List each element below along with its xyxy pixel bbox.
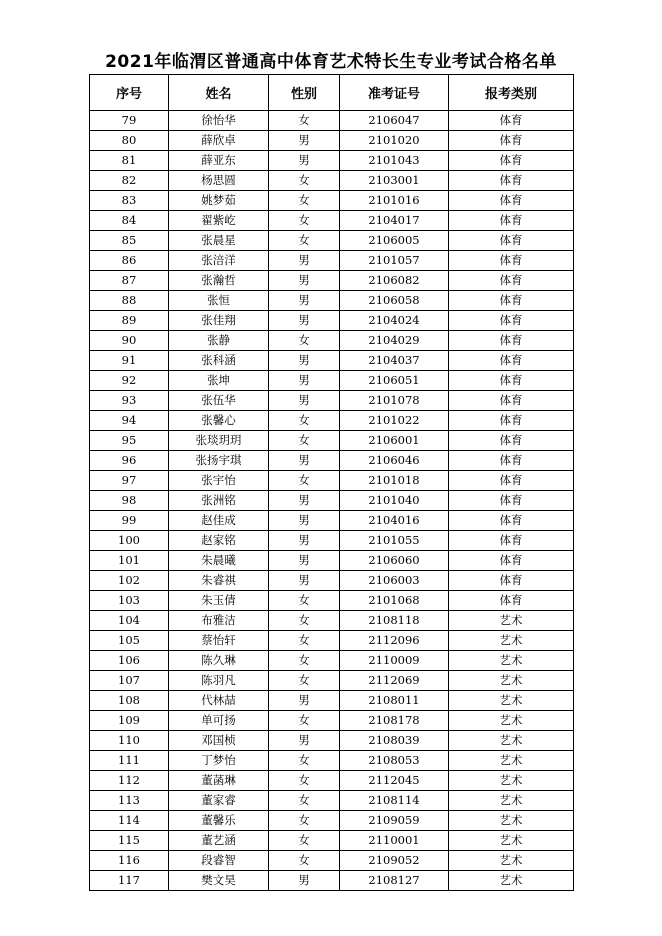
gender-cell: 男 [269, 151, 340, 171]
gender-cell: 女 [269, 191, 340, 211]
exam-id-cell: 2103001 [340, 171, 449, 191]
gender-cell: 女 [269, 791, 340, 811]
category-cell: 艺术 [449, 671, 574, 691]
name-cell: 赵家铭 [169, 531, 269, 551]
seq-cell: 88 [90, 291, 169, 311]
table-row [90, 411, 574, 431]
seq-cell: 85 [90, 231, 169, 251]
table-row [90, 391, 574, 411]
table-row [90, 231, 574, 251]
exam-id-cell: 2101040 [340, 491, 449, 511]
table-body [90, 111, 574, 891]
seq-cell: 87 [90, 271, 169, 291]
seq-cell: 111 [90, 751, 169, 771]
seq-cell: 112 [90, 771, 169, 791]
exam-id-cell: 2106047 [340, 111, 449, 131]
name-cell: 赵佳成 [169, 511, 269, 531]
table-row [90, 731, 574, 751]
gender-cell: 男 [269, 371, 340, 391]
exam-id-cell: 2106058 [340, 291, 449, 311]
exam-id-cell: 2108118 [340, 611, 449, 631]
category-cell: 艺术 [449, 871, 574, 891]
exam-id-cell: 2104037 [340, 351, 449, 371]
name-cell: 张宇怡 [169, 471, 269, 491]
category-cell: 体育 [449, 211, 574, 231]
name-cell: 张涪洋 [169, 251, 269, 271]
name-cell: 张佳翔 [169, 311, 269, 331]
table-row [90, 271, 574, 291]
name-cell: 代林喆 [169, 691, 269, 711]
seq-cell: 93 [90, 391, 169, 411]
table-row [90, 251, 574, 271]
category-cell: 艺术 [449, 791, 574, 811]
name-cell: 姚梦茹 [169, 191, 269, 211]
exam-id-cell: 2104024 [340, 311, 449, 331]
gender-cell: 女 [269, 771, 340, 791]
seq-cell: 117 [90, 871, 169, 891]
gender-cell: 女 [269, 171, 340, 191]
gender-cell: 男 [269, 291, 340, 311]
gender-cell: 女 [269, 411, 340, 431]
category-cell: 体育 [449, 251, 574, 271]
exam-id-cell: 2109059 [340, 811, 449, 831]
category-cell: 体育 [449, 111, 574, 131]
category-cell: 艺术 [449, 631, 574, 651]
category-cell: 艺术 [449, 691, 574, 711]
name-cell: 蔡怡轩 [169, 631, 269, 651]
gender-cell: 女 [269, 331, 340, 351]
category-cell: 体育 [449, 271, 574, 291]
table-row [90, 291, 574, 311]
name-cell: 董艺涵 [169, 831, 269, 851]
table-row [90, 451, 574, 471]
gender-cell: 女 [269, 611, 340, 631]
gender-cell: 男 [269, 871, 340, 891]
table-row [90, 771, 574, 791]
name-cell: 张琰玥玥 [169, 431, 269, 451]
exam-id-cell: 2108114 [340, 791, 449, 811]
exam-id-cell: 2101043 [340, 151, 449, 171]
table-row [90, 511, 574, 531]
name-cell: 杨思圆 [169, 171, 269, 191]
seq-cell: 80 [90, 131, 169, 151]
exam-id-cell: 2108011 [340, 691, 449, 711]
column-header-category: 报考类别 [449, 75, 574, 111]
category-cell: 体育 [449, 311, 574, 331]
exam-id-cell: 2106051 [340, 371, 449, 391]
exam-id-cell: 2104016 [340, 511, 449, 531]
gender-cell: 女 [269, 651, 340, 671]
table-row [90, 591, 574, 611]
seq-cell: 101 [90, 551, 169, 571]
seq-cell: 89 [90, 311, 169, 331]
name-cell: 单可扬 [169, 711, 269, 731]
seq-cell: 99 [90, 511, 169, 531]
name-cell: 董馨乐 [169, 811, 269, 831]
table-row [90, 751, 574, 771]
table-row [90, 191, 574, 211]
gender-cell: 男 [269, 351, 340, 371]
seq-cell: 105 [90, 631, 169, 651]
table-row [90, 851, 574, 871]
table-row [90, 691, 574, 711]
exam-id-cell: 2109052 [340, 851, 449, 871]
gender-cell: 男 [269, 731, 340, 751]
gender-cell: 女 [269, 471, 340, 491]
seq-cell: 108 [90, 691, 169, 711]
category-cell: 体育 [449, 451, 574, 471]
gender-cell: 女 [269, 211, 340, 231]
exam-id-cell: 2106003 [340, 571, 449, 591]
column-header-name: 姓名 [169, 75, 269, 111]
category-cell: 艺术 [449, 611, 574, 631]
table-row [90, 311, 574, 331]
gender-cell: 女 [269, 431, 340, 451]
name-cell: 段睿智 [169, 851, 269, 871]
name-cell: 朱玉倩 [169, 591, 269, 611]
category-cell: 体育 [449, 351, 574, 371]
exam-id-cell: 2108053 [340, 751, 449, 771]
gender-cell: 女 [269, 671, 340, 691]
name-cell: 张扬宇琪 [169, 451, 269, 471]
table-row [90, 631, 574, 651]
seq-cell: 84 [90, 211, 169, 231]
gender-cell: 女 [269, 711, 340, 731]
name-cell: 翟紫屹 [169, 211, 269, 231]
exam-id-cell: 2104017 [340, 211, 449, 231]
category-cell: 艺术 [449, 831, 574, 851]
exam-id-cell: 2101055 [340, 531, 449, 551]
gender-cell: 男 [269, 271, 340, 291]
exam-id-cell: 2112069 [340, 671, 449, 691]
category-cell: 体育 [449, 131, 574, 151]
gender-cell: 女 [269, 831, 340, 851]
name-cell: 张瀚哲 [169, 271, 269, 291]
roster-table [89, 74, 574, 891]
seq-cell: 113 [90, 791, 169, 811]
table-row [90, 791, 574, 811]
table-row [90, 111, 574, 131]
gender-cell: 男 [269, 451, 340, 471]
exam-id-cell: 2101057 [340, 251, 449, 271]
category-cell: 体育 [449, 391, 574, 411]
table-row [90, 131, 574, 151]
exam-id-cell: 2112096 [340, 631, 449, 651]
table-row [90, 211, 574, 231]
name-cell: 张恒 [169, 291, 269, 311]
exam-id-cell: 2104029 [340, 331, 449, 351]
exam-id-cell: 2110001 [340, 831, 449, 851]
seq-cell: 114 [90, 811, 169, 831]
category-cell: 体育 [449, 331, 574, 351]
seq-cell: 104 [90, 611, 169, 631]
category-cell: 体育 [449, 171, 574, 191]
column-header-seq: 序号 [90, 75, 169, 111]
exam-id-cell: 2106046 [340, 451, 449, 471]
name-cell: 朱晨曦 [169, 551, 269, 571]
category-cell: 艺术 [449, 711, 574, 731]
exam-id-cell: 2108178 [340, 711, 449, 731]
category-cell: 体育 [449, 431, 574, 451]
table-row [90, 831, 574, 851]
exam-id-cell: 2101022 [340, 411, 449, 431]
gender-cell: 男 [269, 251, 340, 271]
exam-id-cell: 2110009 [340, 651, 449, 671]
name-cell: 陈羽凡 [169, 671, 269, 691]
name-cell: 薛亚东 [169, 151, 269, 171]
category-cell: 体育 [449, 371, 574, 391]
category-cell: 体育 [449, 511, 574, 531]
name-cell: 张科涵 [169, 351, 269, 371]
gender-cell: 男 [269, 551, 340, 571]
name-cell: 朱睿祺 [169, 571, 269, 591]
table-row [90, 551, 574, 571]
name-cell: 徐怡华 [169, 111, 269, 131]
exam-id-cell: 2101016 [340, 191, 449, 211]
name-cell: 董家睿 [169, 791, 269, 811]
seq-cell: 100 [90, 531, 169, 551]
name-cell: 邓国桢 [169, 731, 269, 751]
gender-cell: 女 [269, 591, 340, 611]
table-row [90, 331, 574, 351]
seq-cell: 86 [90, 251, 169, 271]
column-header-exam-id: 准考证号 [340, 75, 449, 111]
seq-cell: 82 [90, 171, 169, 191]
page-title: 2021年临渭区普通高中体育艺术特长生专业考试合格名单 [105, 52, 557, 72]
table-row [90, 871, 574, 891]
seq-cell: 116 [90, 851, 169, 871]
category-cell: 体育 [449, 531, 574, 551]
gender-cell: 男 [269, 511, 340, 531]
exam-id-cell: 2106001 [340, 431, 449, 451]
gender-cell: 女 [269, 111, 340, 131]
gender-cell: 女 [269, 231, 340, 251]
gender-cell: 男 [269, 391, 340, 411]
category-cell: 体育 [449, 491, 574, 511]
seq-cell: 90 [90, 331, 169, 351]
category-cell: 艺术 [449, 731, 574, 751]
name-cell: 张馨心 [169, 411, 269, 431]
category-cell: 艺术 [449, 771, 574, 791]
category-cell: 体育 [449, 591, 574, 611]
category-cell: 体育 [449, 551, 574, 571]
category-cell: 艺术 [449, 751, 574, 771]
gender-cell: 男 [269, 131, 340, 151]
name-cell: 张晨星 [169, 231, 269, 251]
seq-cell: 97 [90, 471, 169, 491]
name-cell: 薛欣卓 [169, 131, 269, 151]
name-cell: 布雅洁 [169, 611, 269, 631]
table-row [90, 431, 574, 451]
seq-cell: 106 [90, 651, 169, 671]
table-row [90, 671, 574, 691]
category-cell: 体育 [449, 471, 574, 491]
seq-cell: 92 [90, 371, 169, 391]
gender-cell: 女 [269, 631, 340, 651]
name-cell: 陈久琳 [169, 651, 269, 671]
exam-id-cell: 2101018 [340, 471, 449, 491]
seq-cell: 94 [90, 411, 169, 431]
table-row [90, 151, 574, 171]
category-cell: 体育 [449, 151, 574, 171]
name-cell: 张静 [169, 331, 269, 351]
exam-id-cell: 2108039 [340, 731, 449, 751]
exam-id-cell: 2106060 [340, 551, 449, 571]
gender-cell: 男 [269, 571, 340, 591]
category-cell: 体育 [449, 191, 574, 211]
name-cell: 张洲铭 [169, 491, 269, 511]
seq-cell: 79 [90, 111, 169, 131]
exam-id-cell: 2112045 [340, 771, 449, 791]
gender-cell: 女 [269, 851, 340, 871]
table-row [90, 611, 574, 631]
category-cell: 体育 [449, 411, 574, 431]
exam-id-cell: 2101020 [340, 131, 449, 151]
category-cell: 体育 [449, 291, 574, 311]
table-header-row [90, 75, 574, 111]
table-row [90, 811, 574, 831]
column-header-gender: 性别 [269, 75, 340, 111]
table-row [90, 711, 574, 731]
table-row [90, 491, 574, 511]
gender-cell: 女 [269, 751, 340, 771]
gender-cell: 男 [269, 531, 340, 551]
category-cell: 体育 [449, 571, 574, 591]
seq-cell: 109 [90, 711, 169, 731]
gender-cell: 女 [269, 811, 340, 831]
seq-cell: 103 [90, 591, 169, 611]
name-cell: 董菡琳 [169, 771, 269, 791]
seq-cell: 95 [90, 431, 169, 451]
seq-cell: 102 [90, 571, 169, 591]
table-row [90, 531, 574, 551]
name-cell: 樊文昊 [169, 871, 269, 891]
table-row [90, 571, 574, 591]
name-cell: 丁梦怡 [169, 751, 269, 771]
table-row [90, 471, 574, 491]
category-cell: 艺术 [449, 651, 574, 671]
seq-cell: 81 [90, 151, 169, 171]
gender-cell: 男 [269, 311, 340, 331]
seq-cell: 98 [90, 491, 169, 511]
seq-cell: 115 [90, 831, 169, 851]
table-row [90, 351, 574, 371]
name-cell: 张伍华 [169, 391, 269, 411]
table-row [90, 171, 574, 191]
seq-cell: 83 [90, 191, 169, 211]
table-row [90, 371, 574, 391]
exam-id-cell: 2101068 [340, 591, 449, 611]
seq-cell: 91 [90, 351, 169, 371]
category-cell: 艺术 [449, 851, 574, 871]
category-cell: 体育 [449, 231, 574, 251]
gender-cell: 男 [269, 691, 340, 711]
gender-cell: 男 [269, 491, 340, 511]
exam-id-cell: 2108127 [340, 871, 449, 891]
exam-id-cell: 2106005 [340, 231, 449, 251]
seq-cell: 110 [90, 731, 169, 751]
name-cell: 张坤 [169, 371, 269, 391]
category-cell: 艺术 [449, 811, 574, 831]
seq-cell: 107 [90, 671, 169, 691]
table-row [90, 651, 574, 671]
exam-id-cell: 2106082 [340, 271, 449, 291]
seq-cell: 96 [90, 451, 169, 471]
exam-id-cell: 2101078 [340, 391, 449, 411]
